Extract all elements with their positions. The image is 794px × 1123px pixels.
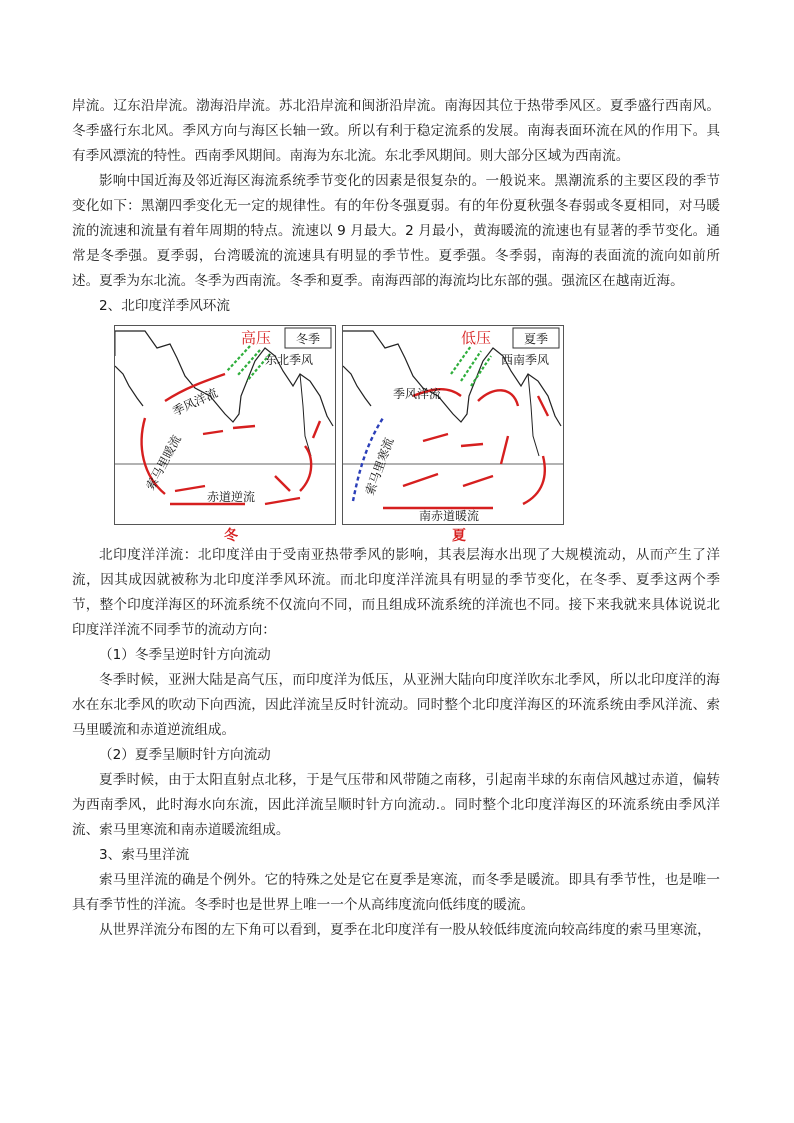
winter-season-label: 冬季 [295,332,321,346]
paragraph-winter: 冬季时候，亚洲大陆是高气压，而印度洋为低压，从亚洲大陆向印度洋吹东北季风，所以北印度洋的海水在东北季风的吹动下向西流，因此洋流呈反时针流动。同时整个北印度洋海区的环流系统由季风洋流、索马里暖流和赤道逆流组成。 [72,672,720,738]
section-heading-north-indian-ocean: 2、北印度洋季风环流 [99,298,230,314]
current-arrow [523,456,545,504]
current-arrow [403,474,438,486]
wind-arrow [451,346,471,374]
winter-current-label-2: 索马里暖流 [143,432,184,493]
current-arrow [175,486,205,491]
current-arrow [265,498,300,504]
paragraph-world-map: 从世界洋流分布图的左下角可以看到，夏季在北印度洋有一股从较低纬度流向较高纬度的索马里寒流， [99,922,711,938]
current-arrow [423,434,448,441]
winter-wind-label: 东北季风 [265,353,314,367]
monsoon-circulation-figure [72,325,720,544]
summer-wind-label: 西南季风 [501,353,550,367]
current-arrow [203,431,223,434]
wind-arrow [227,346,250,371]
summer-season-label: 夏季 [523,332,549,346]
section-heading-somali-current: 3、索马里洋流 [99,847,190,863]
paragraph-coastal-currents: 岸流。辽东沿岸流。渤海沿岸流。苏北沿岸流和闽浙沿岸流。南海因其位于热带季风区。夏季盛行西南风。冬季盛行东北风。季风方向与海区长轴一致。所以有利于稳定流系的发展。南海表面环流在风的作用下。具有季风漂流的特性。西南季风期间。南海为东北流。东北季风期间。则大部分区域为西南流。 [72,98,720,164]
summer-map-panel [342,325,564,525]
wind-arrow [237,350,260,376]
document-page [72,94,720,943]
current-arrow [501,436,508,464]
subheading-summer: （2）夏季呈顺时针方向流动 [99,747,271,763]
winter-pressure-label: 高压 [241,329,272,347]
current-arrow [300,446,311,491]
winter-current-label-3: 赤道逆流 [207,490,256,504]
current-arrow [313,421,320,438]
paragraph-somali-current: 索马里洋流的确是个例外。它的特殊之处是它在夏季是寒流，而冬季是暖流。即具有季节性，也是唯一具有季节性的洋流。冬季时也是世界上唯一一个从高纬度流向低纬度的暖流。 [72,872,720,913]
summer-current-label-1: 季风洋流 [393,387,442,401]
summer-pressure-label: 低压 [461,329,492,347]
paragraph-seasonal-variation: 影响中国近海及邻近海区海流系统季节变化的因素是很复杂的。一般说来。黑潮流系的主要区段的季节变化如下：黑潮四季变化无一定的规律性。有的年份冬强夏弱。有的年份夏秋强冬春弱或冬夏相同，对马暖流的流速和流量有着年周期的特点。流速以 9 月最大。2 月最小，黄海暖流的流速也有显著的季节变化。通常是冬季强。夏季弱，台湾暖流的流速具有明显的季节性。夏季强。冬季弱，南海的表面流的流向如前所述。夏季为东北流。冬季为西南流。冬季和夏季。南海西部的海流均比东部的强。强流区在越南近海。 [72,173,720,289]
summer-caption: 夏 [452,528,466,544]
current-arrow [233,426,255,428]
current-arrow [478,390,518,406]
wind-arrow [471,356,491,386]
paragraph-summer: 夏季时候，由于太阳直射点北移，于是气压带和风带随之南移，引起南半球的东南信风越过赤道，偏转为西南季风，此时海水向东流，因此洋流呈顺时针方向流动.。同时整个北印度洋海区的环流系统由季风洋流、索马里寒流和南赤道暖流组成。 [72,772,720,838]
summer-current-label-2: 索马里寒流 [362,435,397,498]
current-arrow [275,476,290,491]
winter-current-label-1: 季风洋流 [170,385,220,419]
current-arrow [461,444,483,446]
current-arrow [463,476,493,486]
winter-caption: 冬 [224,528,238,544]
current-arrow [538,396,548,416]
summer-current-label-3: 南赤道暖流 [419,509,480,523]
paragraph-north-indian-ocean-current: 北印度洋洋流：北印度洋由于受南亚热带季风的影响，其表层海水出现了大规模流动，从而产生了洋流，因其成因就被称为北印度洋季风环流。而北印度洋洋流具有明显的季节变化，在冬季、夏季这两个季节，整个印度洋海区的环流系统不仅流向不同，而且组成环流系统的洋流也不同。接下来我就来具体说说北印度洋洋流不同季节的流动方向： [72,547,720,638]
winter-map-panel [114,325,336,525]
subheading-winter: （1）冬季呈逆时针方向流动 [99,647,271,663]
